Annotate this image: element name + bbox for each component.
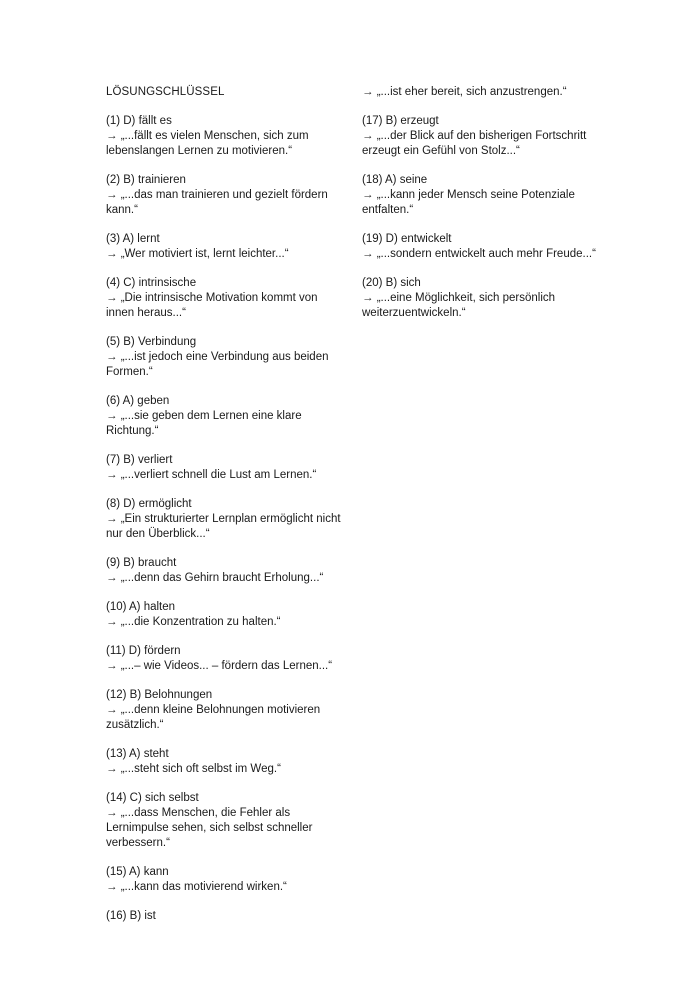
answer-label: (16) B) ist	[106, 910, 156, 922]
answer-entry	[106, 276, 346, 321]
answer-quote: → „...verliert schnell die Lust am Lernen.“	[106, 469, 317, 481]
answer-entry	[362, 232, 602, 262]
answer-quote: → „...kann jeder Mensch seine Potenziale entfalten.“	[362, 189, 575, 216]
answer-entry	[106, 688, 346, 733]
answer-quote: → „...denn kleine Belohnungen motivieren zusätzlich.“	[106, 704, 321, 731]
answer-entry	[106, 556, 346, 586]
answer-label: (4) C) intrinsische	[106, 277, 197, 289]
answer-quote: → „...kann das motivierend wirken.“	[106, 881, 287, 893]
answer-entry	[362, 276, 602, 321]
answer-entry	[106, 600, 346, 630]
answer-label: (6) A) geben	[106, 395, 170, 407]
answer-quote: → „...eine Möglichkeit, sich persönlich weiterzuentwickeln.“	[362, 292, 556, 319]
answer-entry	[362, 173, 602, 218]
answer-entry	[106, 865, 346, 895]
answer-quote: → „Wer motiviert ist, lernt leichter...“	[106, 248, 289, 260]
answer-quote: → „...das man trainieren und gezielt fördern kann.“	[106, 189, 328, 216]
answer-label: (3) A) lernt	[106, 233, 160, 245]
answer-label: (1) D) fällt es	[106, 115, 172, 127]
answer-quote: → „...ist eher bereit, sich anzustrengen.“	[362, 86, 567, 98]
answer-label: (19) D) entwickelt	[362, 233, 452, 245]
page-title: LÖSUNGSCHLÜSSEL	[106, 86, 225, 98]
answer-entry	[106, 644, 346, 674]
answer-label: (20) B) sich	[362, 277, 421, 289]
answer-label: (15) A) kann	[106, 866, 169, 878]
answer-label: (11) D) fördern	[106, 645, 181, 657]
right-column	[362, 85, 602, 335]
answer-label: (18) A) seine	[362, 174, 428, 186]
answer-quote: → „...denn das Gehirn braucht Erholung...“	[106, 572, 324, 584]
answer-label: (5) B) Verbindung	[106, 336, 197, 348]
answer-label: (12) B) Belohnungen	[106, 689, 213, 701]
answer-label: (17) B) erzeugt	[362, 115, 439, 127]
answer-label: (8) D) ermöglicht	[106, 498, 192, 510]
answer-quote: → „...fällt es vielen Menschen, sich zum lebenslangen Lernen zu motivieren.“	[106, 130, 309, 157]
answer-entry	[106, 114, 346, 159]
answer-quote: → „...der Blick auf den bisherigen Fortschritt erzeugt ein Gefühl von Stolz...“	[362, 130, 587, 157]
answer-quote: → „...ist jedoch eine Verbindung aus beiden Formen.“	[106, 351, 329, 378]
answer-label: (2) B) trainieren	[106, 174, 186, 186]
answer-label: (13) A) steht	[106, 748, 169, 760]
answer-entry	[106, 497, 346, 542]
answer-label: (7) B) verliert	[106, 454, 173, 466]
answer-quote: → „...die Konzentration zu halten.“	[106, 616, 281, 628]
answer-quote: → „...sie geben dem Lernen eine klare Richtung.“	[106, 410, 302, 437]
answer-entry	[106, 791, 346, 851]
answer-entry	[106, 394, 346, 439]
answer-entry	[106, 232, 346, 262]
answer-entry	[106, 909, 346, 924]
answer-label: (14) C) sich selbst	[106, 792, 199, 804]
answer-entry	[106, 335, 346, 380]
answer-entry	[106, 173, 346, 218]
answer-quote: → „...sondern entwickelt auch mehr Freude...“	[362, 248, 596, 260]
answer-entry	[106, 453, 346, 483]
answer-entry	[106, 747, 346, 777]
left-column	[106, 85, 346, 938]
answer-entry	[362, 85, 602, 100]
answer-entry	[362, 114, 602, 159]
answer-quote: → „...– wie Videos... – fördern das Lernen...“	[106, 660, 333, 672]
answer-quote: → „...steht sich oft selbst im Weg.“	[106, 763, 281, 775]
answer-quote: → „Ein strukturierter Lernplan ermöglicht nicht nur den Überblick...“	[106, 513, 341, 540]
answer-quote: → „Die intrinsische Motivation kommt von innen heraus...“	[106, 292, 318, 319]
answer-label: (9) B) braucht	[106, 557, 177, 569]
answer-label: (10) A) halten	[106, 601, 176, 613]
answer-quote: → „...dass Menschen, die Fehler als Lernimpulse sehen, sich selbst schneller verbessern.“	[106, 807, 313, 849]
